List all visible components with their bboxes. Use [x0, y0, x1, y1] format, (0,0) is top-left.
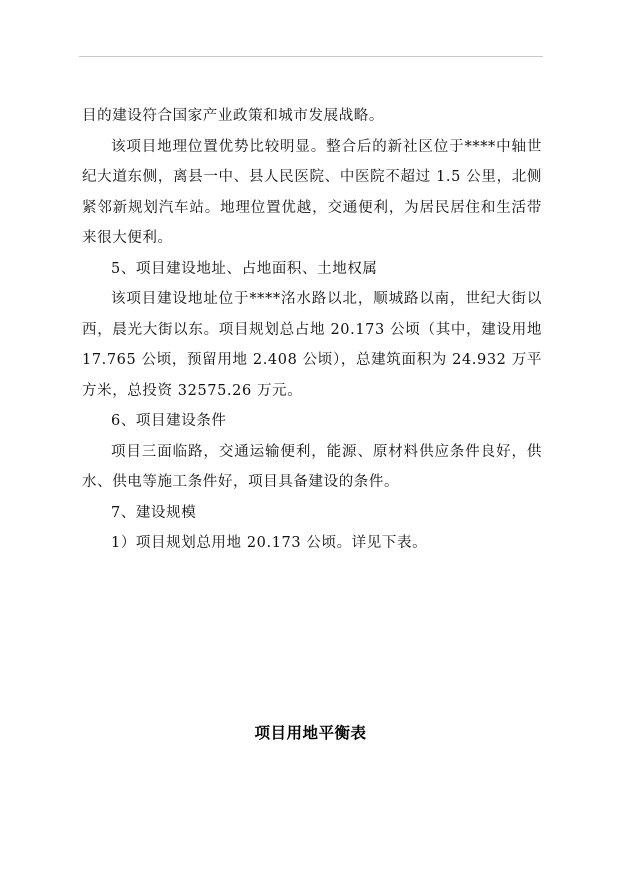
- heading-construction-scale: 7、建设规模: [111, 504, 197, 521]
- paragraph-site-address: 该项目建设地址位于****洺水路以北，顺城路以南，世纪大街以西，晨光大街以东。项目规划总占地 20.173 公顷（其中，建设用地 17.765 公顷，预留用地 2.408 公顷），总建筑面积为 24.932 万平方米，总投资 32575.26 万元。: [82, 291, 542, 399]
- paragraph-construction-conditions: 项目三面临路，交通运输便利，能源、原材料供应条件良好，供水、供电等施工条件好，项目具备建设的条件。: [82, 443, 542, 490]
- paragraph-location: 该项目地理位置优势比较明显。整合后的新社区位于****中轴世纪大道东侧，离县一中、县人民医院、中医院不超过 1.5 公里，北侧紧邻新规划汽车站。地理位置优越，交通便利，为居民居住和生活带来很大便利。: [82, 138, 542, 246]
- heading-site-address: 5、项目建设地址、占地面积、土地权属: [111, 260, 378, 277]
- document-body: [82, 101, 542, 559]
- paragraph-continuation: 目的建设符合国家产业政策和城市发展战略。: [82, 108, 384, 124]
- heading-construction-conditions: 6、项目建设条件: [111, 413, 227, 429]
- header-rule: [79, 56, 543, 57]
- table-title: 项目用地平衡表: [254, 724, 367, 742]
- paragraph-construction-scale: 1）项目规划总用地 20.173 公顷。详见下表。: [111, 535, 428, 551]
